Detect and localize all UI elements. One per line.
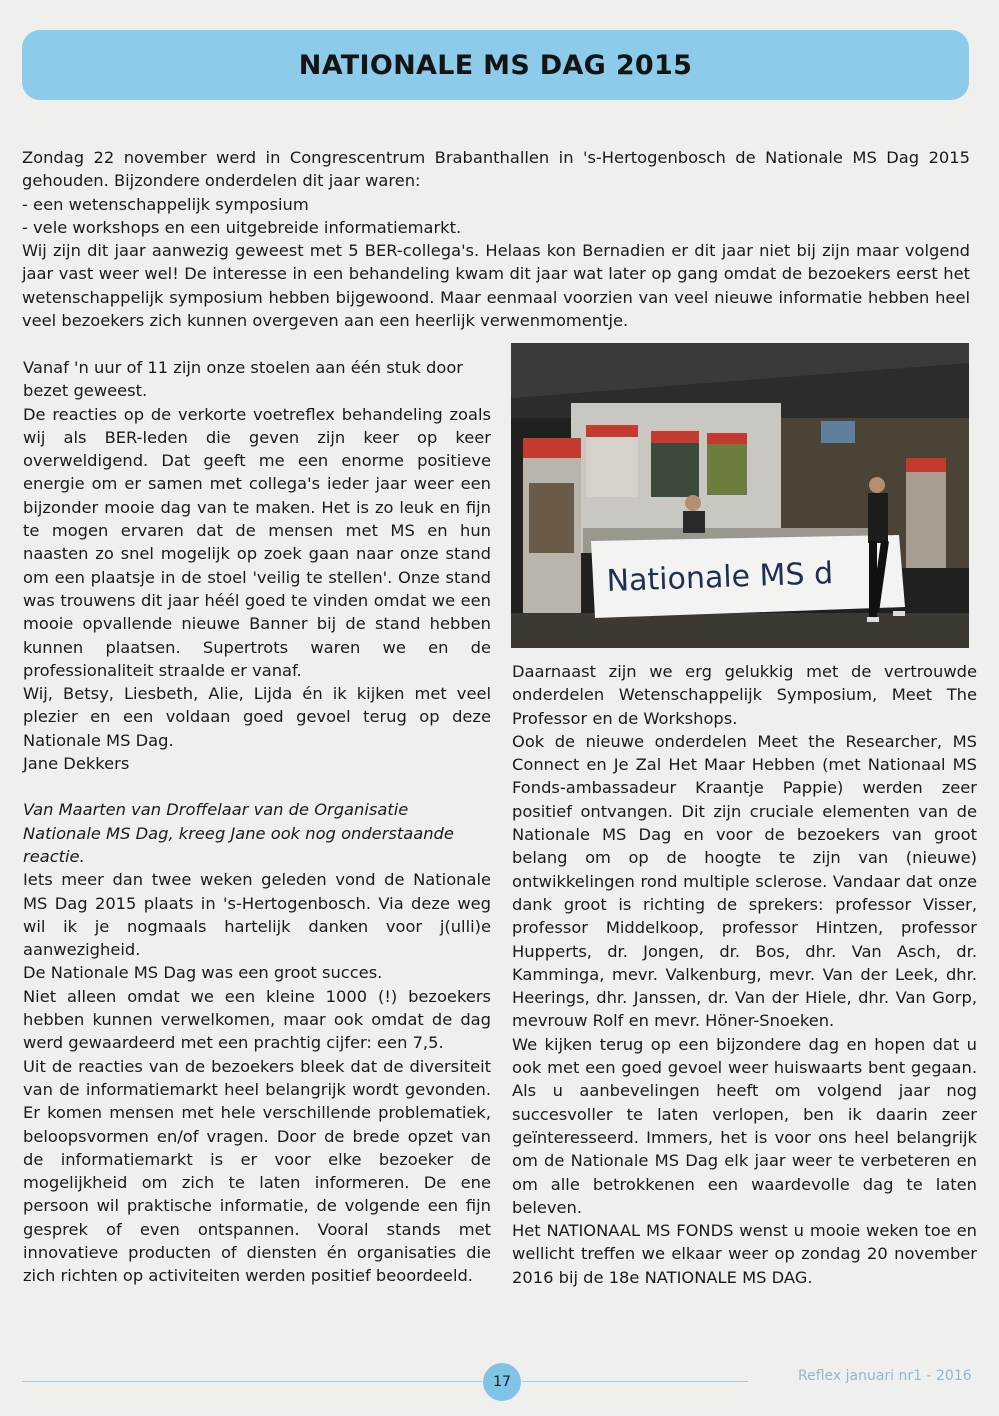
title-banner — [22, 30, 969, 100]
paragraph: Ook de nieuwe onderdelen Meet the Researcher, MS Connect en Je Zal Het Maar Hebben (met Nationaal MS Fonds-ambassadeur Kraantje Pappie) werden zeer positief ontvangen. Dit zijn cruciale elementen van de Nationale MS Dag en voor de bezoekers van groot belang om op de hoogte te zijn van (nieuwe) ontwikkelingen rond multiple sclerose. Vandaar dat onze dank groot is richting de sprekers: professor Visser, professor Middelkoop, professor Hintzen, professor Hupperts, dr. Jongen, dr. Bos, dhr. Van Asch, dr. Kamminga, mevr. Valkenburg, mevr. Van der Leek, dhr. Heerings, dhr. Janssen, dr. Van der Hiele, dhr. Van Gorp, mevrouw Rolf en mevr. Höner-Snoeken. — [512, 731, 977, 1031]
right-column — [512, 660, 977, 1289]
footer-divider — [522, 1381, 748, 1382]
paragraph: Uit de reacties van de bezoekers bleek dat de diversiteit van de informatiemarkt heel belangrijk wordt gevonden. Er komen mensen met hele verschillende problematiek, beloopsvormen en/of vragen. Door de brede opzet van de informatiemarkt is er voor elke bezoeker de mogelijkheid om zich te laten informeren. De ene persoon wil praktische informatie, de volgende een fijn gesprek of even ontspannen. Vooral stands met innovatieve producten of diensten én organisaties die zich richten op activiteiten werden positief beoordeeld. — [23, 1056, 491, 1286]
paragraph: Daarnaast zijn we erg gelukkig met de vertrouwde onderdelen Wetenschappelijk Symposium, Meet The Professor en de Workshops. — [512, 662, 977, 728]
publication-label: Reflex januari nr1 - 2016 — [798, 1368, 972, 1384]
author-signature: Jane Dekkers — [23, 754, 130, 774]
banner-text: Nationale MS d — [606, 556, 834, 599]
page-number: 17 — [483, 1363, 521, 1401]
paragraph: Iets meer dan twee weken geleden vond de Nationale MS Dag 2015 plaats in 's-Hertogenbosch. Via deze weg wil ik je nogmaals hartelijk danken voor j(ulli)e aanwezigheid. — [23, 870, 491, 960]
intro-section — [22, 146, 970, 332]
intro-list-item: - een wetenschappelijk symposium — [22, 194, 309, 214]
paragraph: De Nationale MS Dag was een groot succes. — [23, 963, 383, 983]
paragraph: We kijken terug op een bijzondere dag en hopen dat u ook met een goed gevoel weer huiswaarts bent gegaan. Als u aanbevelingen heeft om volgend jaar nog succesvoller te laten verlopen, ben ik daarin zeer geïnteresseerd. Immers, het is voor ons heel belangrijk om de Nationale MS Dag elk jaar weer te verbeteren en om alle betrokkenen een waardevolle dag te laten beleven. — [512, 1034, 977, 1217]
italic-intro: Van Maarten van Droffelaar van de Organisatie Nationale MS Dag, kreeg Jane ook nog onderstaande reactie. — [23, 800, 454, 866]
intro-list-item: - vele workshops en een uitgebreide informatiemarkt. — [22, 217, 462, 237]
left-column — [23, 356, 491, 1288]
event-photo — [511, 343, 969, 648]
paragraph: De reacties op de verkorte voetreflex behandeling zoals wij als BER-leden die geven zijn keer op keer overweldigend. Dat geeft me een enorme positieve energie om er samen met collega's ieder jaar weer een bijzonder mooie dag van te maken. Het is zo leuk en fijn te mogen ervaren dat de mensen met MS en hun naasten zo snel mogelijk op zoek gaan naar onze stand om een plaatsje in de stoel 'veilig te stellen'. Onze stand was trouwens dit jaar héél goed te vinden omdat we een mooie opvallende nieuwe Banner bij de stand hebben kunnen plaatsen. Supertrots waren we en de professionaliteit straalde er vanaf. — [23, 404, 491, 680]
paragraph: Vanaf 'n uur of 11 zijn onze stoelen aan één stuk door bezet geweest. — [23, 358, 463, 401]
paragraph: Niet alleen omdat we een kleine 1000 (!) bezoekers hebben kunnen verwelkomen, maar ook omdat de dag werd gewaardeerd met een prachtig cijfer: een 7,5. — [23, 986, 491, 1053]
intro-paragraph: Zondag 22 november werd in Congrescentrum Brabanthallen in 's-Hertogenbosch de Nationale MS Dag 2015 gehouden. Bijzondere onderdelen dit jaar waren: — [22, 148, 970, 191]
footer-divider — [22, 1381, 482, 1382]
paragraph: Het NATIONAAL MS FONDS wenst u mooie weken toe en wellicht treffen we elkaar weer op zondag 20 november 2016 bij de 18e NATIONALE MS DAG. — [512, 1221, 977, 1287]
paragraph: Wij, Betsy, Liesbeth, Alie, Lijda én ik kijken met veel plezier en een voldaan goed gevoel terug op deze Nationale MS Dag. — [23, 684, 491, 750]
intro-paragraph: Wij zijn dit jaar aanwezig geweest met 5 BER-collega's. Helaas kon Bernadien er dit jaar niet bij zijn maar volgend jaar vast weer wel! De interesse in een behandeling kwam dit jaar wat later op gang omdat de bezoekers eerst het wetenschappelijk symposium hebben bijgewoond. Maar eenmaal voorzien van veel nieuwe informatie hebben heel veel bezoekers zich kunnen overgeven aan een heerlijk verwenmomentje. — [22, 241, 970, 331]
page-title: NATIONALE MS DAG 2015 — [298, 49, 693, 81]
